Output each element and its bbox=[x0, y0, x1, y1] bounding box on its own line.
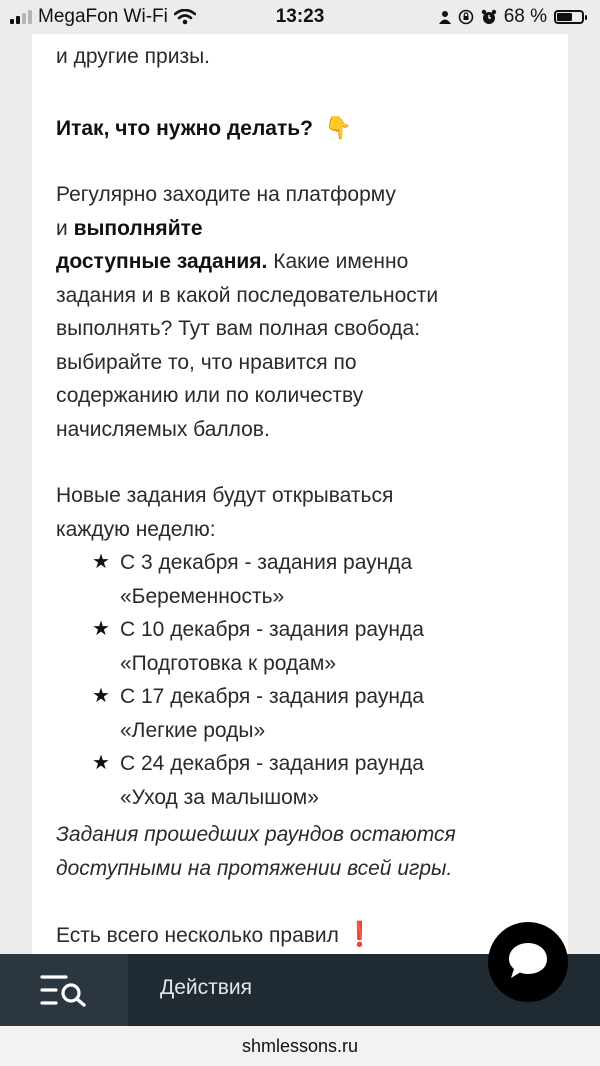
list-item bbox=[56, 747, 546, 814]
lock-rotation-icon bbox=[458, 9, 474, 25]
round-line-1: С 17 декабря - задания раунда bbox=[120, 685, 424, 708]
star-icon: ★ bbox=[92, 551, 110, 573]
p1-bold-1: выполняйте bbox=[73, 216, 203, 240]
battery-icon bbox=[554, 10, 584, 24]
chat-button[interactable] bbox=[488, 922, 568, 1002]
url-domain: shmlessons.ru bbox=[241, 1036, 359, 1056]
menu-search-button[interactable] bbox=[0, 954, 128, 1026]
p1-line: содержанию или по количеству bbox=[56, 384, 364, 407]
p1-line: выполнять? Тут вам полная свобода: bbox=[56, 317, 421, 340]
note-line: Задания прошедших раундов остаются bbox=[56, 823, 456, 846]
round-line-1: С 10 декабря - задания раунда bbox=[120, 618, 424, 641]
star-icon: ★ bbox=[92, 752, 110, 774]
heading-text: Итак, что нужно делать? bbox=[56, 116, 314, 140]
menu-search-icon bbox=[40, 973, 88, 1007]
note-line: доступными на протяжении всей игры. bbox=[56, 856, 453, 880]
carrier-name: MegaFon Wi-Fi bbox=[38, 6, 168, 27]
status-bar bbox=[0, 0, 600, 34]
status-time: 13:23 bbox=[275, 6, 325, 27]
article-card bbox=[32, 34, 568, 954]
round-line-2: «Уход за малышом» bbox=[120, 785, 319, 809]
p1-line-a: Регулярно заходите на платформу bbox=[56, 183, 396, 206]
rules-text: Есть всего несколько правил bbox=[56, 924, 339, 947]
article-content bbox=[56, 34, 546, 953]
rules-intro bbox=[56, 918, 546, 953]
p1-line-b: и bbox=[56, 216, 68, 240]
paragraph-1 bbox=[56, 178, 546, 446]
round-line-2: «Легкие роды» bbox=[120, 718, 266, 742]
battery-percent: 68 % bbox=[503, 6, 547, 27]
p1-line: выбирайте то, что нравится по bbox=[56, 350, 357, 374]
chat-bubble-icon bbox=[506, 941, 550, 983]
round-line-2: «Подготовка к родам» bbox=[120, 651, 337, 675]
browser-url-bar[interactable] bbox=[0, 1026, 600, 1066]
p2-line: каждую неделю: bbox=[56, 517, 216, 541]
person-icon bbox=[439, 10, 451, 24]
list-item bbox=[56, 680, 546, 747]
paragraph-2 bbox=[56, 479, 546, 546]
round-line-1: С 24 декабря - задания раунда bbox=[120, 752, 424, 775]
list-item bbox=[56, 613, 546, 680]
pointing-down-icon: 👇 bbox=[324, 114, 353, 140]
p1-line-c: Какие именно bbox=[267, 250, 409, 273]
p1-line: задания и в какой последовательности bbox=[56, 283, 439, 307]
exclamation-icon: ❗ bbox=[344, 921, 375, 948]
list-item bbox=[56, 546, 546, 613]
section-heading bbox=[56, 111, 546, 146]
p1-line: начисляемых баллов. bbox=[56, 417, 270, 441]
intro-tail: и другие призы. bbox=[56, 45, 211, 68]
alarm-icon bbox=[481, 9, 497, 25]
italic-note bbox=[56, 818, 546, 885]
rounds-list bbox=[56, 546, 546, 814]
p2-line: Новые задания будут открываться bbox=[56, 484, 394, 507]
star-icon: ★ bbox=[92, 618, 110, 640]
round-line-1: С 3 декабря - задания раунда bbox=[120, 551, 413, 574]
round-line-2: «Беременность» bbox=[120, 584, 285, 608]
p1-bold-2: доступные задания. bbox=[56, 250, 268, 273]
star-icon: ★ bbox=[92, 685, 110, 707]
actions-button[interactable]: Действия bbox=[160, 976, 253, 999]
